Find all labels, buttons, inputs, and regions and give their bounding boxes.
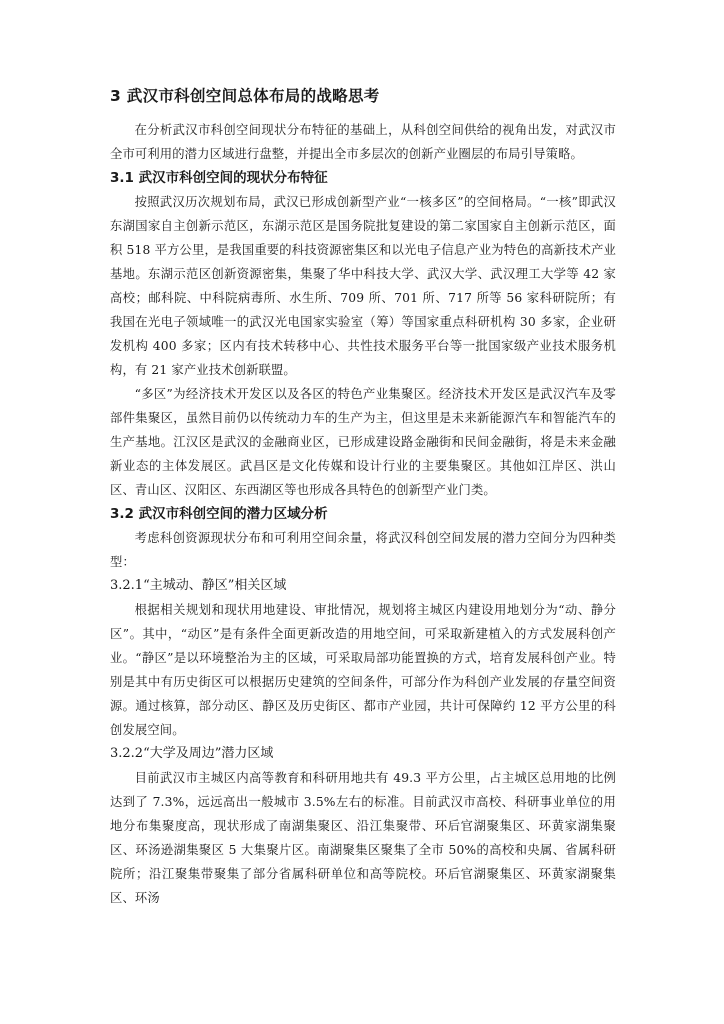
- paragraph-one-core: 按照武汉历次规划布局，武汉已形成创新型产业“一核多区”的空间格局。“一核”即武汉东湖国家自主创新示范区，东湖示范区是国务院批复建设的第二家国家自主创新示范区，面积 518 平方公里，是我国重要的科技资源密集区和以光电子信息产业为特色的高新技术产业基地。东湖示范区创新资源密集，集聚了华中科技大学、武汉大学、武汉理工大学等 42 家高校；邮科院、中科院病毒所、水生所、709 所、701 所、717 所等 56 家科研院所；有我国在光电子领域唯一的武汉光电国家实验室（筹）等国家重点科研机构 30 多家，企业研发机构 400 多家；区内有技术转移中心、共性技术服务平台等一批国家级产业技术服务机构，有 21 家产业技术创新联盟。: [110, 195, 616, 377]
- paragraph-dynamic-static-zones: 根据相关规划和现状用地建设、审批情况，规划将主城区内建设用地划分为“动、静分区”。其中，“动区”是有条件全面更新改造的用地空间，可采取新建植入的方式发展科创产业。“静区”是以环境整治为主的区域，可采取局部功能置换的方式，培育发展科创产业。特别是其中有历史街区可以根据历史建筑的空间条件，可部分作为科创产业发展的存量空间资源。通过核算，部分动区、静区及历史街区、都市产业园，共计可保障约 12 平方公里的科创发展空间。: [110, 603, 616, 737]
- page-content: [110, 84, 616, 910]
- subsection-title-3-2-1: 3.2.1“主城动、静区”相关区域: [110, 578, 287, 593]
- paragraph-universities: 目前武汉市主城区内高等教育和科研用地共有 49.3 平方公里，占主城区总用地的比例达到了 7.3%，远远高出一般城市 3.5%左右的标准。目前武汉市高校、科研事业单位的用地分布集聚度高，现状形成了南湖集聚区、沿江集聚带、环后官湖聚集区、环黄家湖集聚区、环汤逊湖集聚区 5 大集聚片区。南湖聚集区聚集了全市 50%的高校和央属、省属科研院所；沿江聚集带聚集了部分省属科研单位和高等院校。环后官湖聚集区、环黄家湖聚集区、环汤: [110, 771, 616, 905]
- subsection-title-3-1: 3.1 武汉市科创空间的现状分布特征: [110, 170, 328, 186]
- paragraph-multi-districts: “多区”为经济技术开发区以及各区的特色产业集聚区。经济技术开发区是武汉汽车及零部件集聚区，虽然目前仍以传统动力车的生产为主，但这里是未来新能源汽车和智能汽车的生产基地。江汉区是武汉的金融商业区，已形成建设路金融街和民间金融街，将是未来金融新业态的主体发展区。武昌区是文化传媒和设计行业的主要集聚区。其他如江岸区、洪山区、青山区、汉阳区、东西湖区等也形成各具特色的创新型产业门类。: [110, 387, 616, 497]
- subsection-title-3-2: 3.2 武汉市科创空间的潜力区域分析: [110, 506, 328, 522]
- subsection-title-3-2-2: 3.2.2“大学及周边”潜力区域: [110, 746, 274, 761]
- section-intro-paragraph: 在分析武汉市科创空间现状分布特征的基础上，从科创空间供给的视角出发，对武汉市全市可利用的潜力区域进行盘整，并提出全市多层次的创新产业圈层的布局引导策略。: [110, 123, 616, 161]
- paragraph-potential-types: 考虑科创资源现状分布和可利用空间余量，将武汉科创空间发展的潜力空间分为四种类型：: [110, 531, 616, 569]
- section-title: 3 武汉市科创空间总体布局的战略思考: [110, 87, 380, 105]
